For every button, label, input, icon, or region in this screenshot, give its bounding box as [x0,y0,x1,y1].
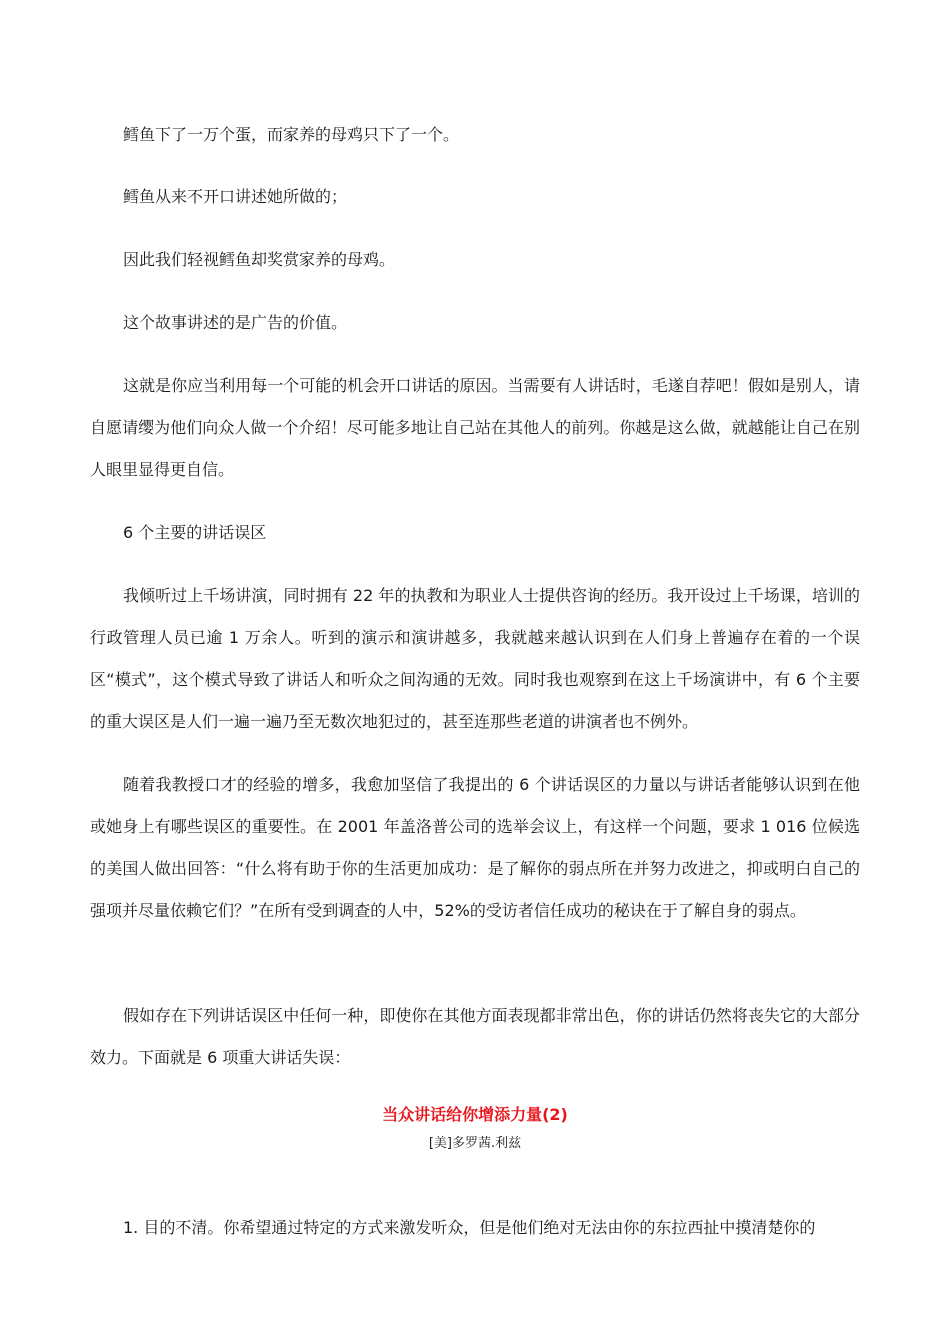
section-heading: 6 个主要的讲话误区 [123,523,267,542]
paragraph-8: 假如存在下列讲话误区中任何一种，即使你在其他方面表现都非常出色，你的讲话仍然将丧失它的大部分效力。下面就是 6 项重大讲话失误： [90,1006,860,1067]
document-page [90,0,860,1344]
paragraph-7: 随着我教授口才的经验的增多，我愈加坚信了我提出的 6 个讲话误区的力量以与讲话者能够认识到在他或她身上有哪些误区的重要性。在 2001 年盖洛普公司的选举会议上，有这样一个问题，要求 1 016 位候选的美国人做出回答：“什么将有助于你的生活更加成功：是了解你的弱点所在并努力改进之，抑或明白自己的强项并尽量依赖它们？”在所有受到调查的人中，52%的受访者信任成功的秘诀在于了解自身的弱点。 [90,775,860,920]
article-title: 当众讲话给你增添力量(2) [382,1105,568,1124]
article-author: [美]多罗茜.利兹 [428,1136,522,1151]
paragraph-2: 鳕鱼从来不开口讲述她所做的； [123,187,348,206]
paragraph-5: 这就是你应当利用每一个可能的机会开口讲话的原因。当需要有人讲话时，毛遂自荐吧！假如是别人，请自愿请缨为他们向众人做一个介绍！尽可能多地让自己站在其他人的前列。你越是这么做，就越能让自己在别人眼里显得更自信。 [90,376,860,479]
paragraph-3: 因此我们轻视鳕鱼却奖赏家养的母鸡。 [123,250,396,269]
paragraph-4: 这个故事讲述的是广告的价值。 [123,313,348,332]
paragraph-1: 鳕鱼下了一万个蛋，而家养的母鸡只下了一个。 [123,125,460,144]
paragraph-9: 1. 目的不清。你希望通过特定的方式来激发听众，但是他们绝对无法由你的东拉西扯中摸清楚你的 [123,1218,816,1237]
paragraph-6: 我倾听过上千场讲演，同时拥有 22 年的执教和为职业人士提供咨询的经历。我开设过上千场课，培训的行政管理人员已逾 1 万余人。听到的演示和演讲越多，我就越来越认识到在人们身上普遍存在着的一个误区“模式”，这个模式导致了讲话人和听众之间沟通的无效。同时我也观察到在这上千场演讲中，有 6 个主要的重大误区是人们一遍一遍乃至无数次地犯过的，甚至连那些老道的讲演者也不例外。 [90,586,860,731]
